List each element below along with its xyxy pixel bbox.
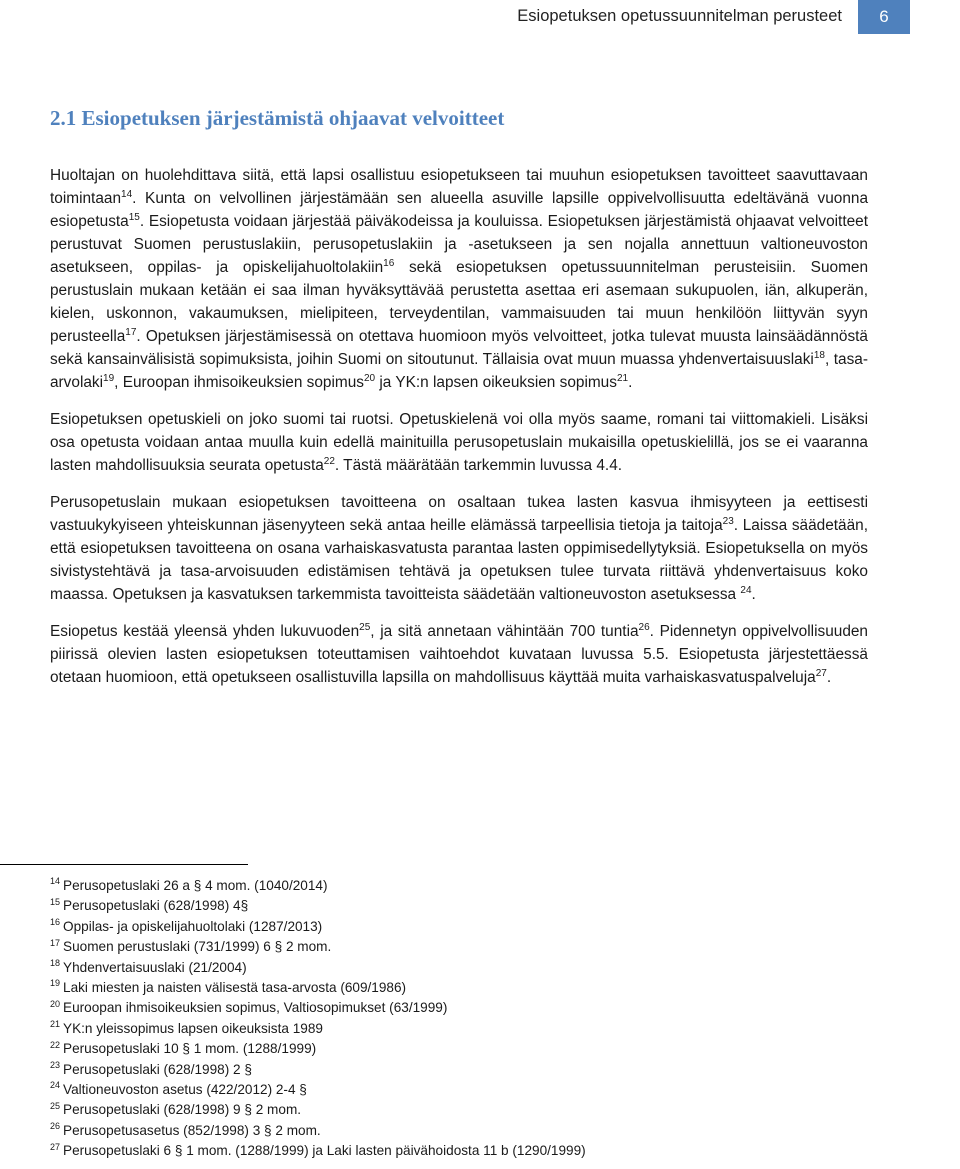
paragraph-text: . Esiopetusta voidaan järjestää päiväkodeissa ja kouluissa. Esiopetuksen järjestämistä ohjaavat velvoitteet perustuvat Suomen perustuslakiin, perusopetuslakiin ja -asetukseen ja sen nojalla annettuun valtioneuvoston asetukseen, oppilas- ja opiskelijahuoltolakiin	[50, 213, 868, 276]
footnote-reference: 22	[323, 455, 335, 467]
footnote-reference: 27	[815, 667, 827, 679]
footnotes-list	[50, 876, 910, 1161]
footnote-number: 15	[50, 896, 61, 907]
footnote-item	[50, 1121, 910, 1141]
footnote-text: Suomen perustuslaki (731/1999) 6 § 2 mom.	[63, 939, 332, 955]
footnote-reference: 23	[722, 515, 734, 527]
footnote-number: 19	[50, 978, 61, 989]
footnote-number: 20	[50, 998, 61, 1009]
footnote-reference: 24	[740, 584, 752, 596]
paragraph-text: sekä esiopetuksen opetussuunnitelman perusteisiin. Suomen perustuslain mukaan ketään ei saa ilman hyväksyttävää perustetta asettaa eri asemaan sukupuolen, iän, alkuperän, kielen, uskonnon, vakaumuksen, mielipiteen, terveydentilan, vammaisuuden tai muun henkilöön liittyvän syyn perusteella	[50, 259, 869, 345]
footnote-number: 27	[50, 1141, 61, 1152]
footnote-number: 21	[50, 1019, 61, 1030]
footnote-item	[50, 1060, 910, 1080]
paragraph-text: .	[628, 374, 633, 391]
paragraph-text: . Kunta on velvollinen järjestämään sen alueella asuville lapsille oppivelvollisuutta edeltävänä vuonna esiopetusta	[50, 190, 868, 230]
paragraph-text: . Opetuksen järjestämisessä on otettava huomioon myös velvoitteet, jotka tulevat muusta lainsäädännöstä sekä kansainvälisistä sopimuksista, joihin Suomi on sitoutunut. Tällaisia ovat muun muassa yhdenvertaisuuslaki	[50, 328, 868, 368]
paragraph-text: . Laissa säädetään, että esiopetuksen tavoitteena on osana varhaiskasvatusta parantaa lasten oppimisedellytyksiä. Esiopetuksella on myös sivistystehtävä ja tasa-arvoisuuden edistämisen tehtävä ja opetuksen tulee turvata riittävä yhdenvertaisuus koko maassa. Opetuksen ja kasvatuksen tarkemmista tavoitteista säädetään valtioneuvoston asetuksessa	[50, 517, 868, 603]
page-number-badge: 6	[858, 0, 910, 34]
paragraph-text: . Pidennetyn oppivelvollisuuden piirissä olevien lasten esiopetuksen toteuttamisen vaihtoehdot kuvataan luvussa 5.5. Esiopetusta järjestettäessä otetaan huomioon, että opetukseen osallistuvilla lapsilla on mahdollisuus käyttää muita varhaiskasvatuspalveluja	[50, 623, 868, 686]
footnote-reference: 20	[363, 372, 376, 384]
footnote-text: Perusopetuslaki (628/1998) 2 §	[63, 1061, 252, 1077]
footnote-item	[50, 896, 910, 916]
footnote-number: 24	[50, 1080, 61, 1091]
footnote-reference: 17	[125, 326, 137, 338]
footnote-text: Valtioneuvoston asetus (422/2012) 2-4 §	[63, 1081, 307, 1097]
footnote-number: 16	[50, 917, 61, 928]
footnote-item	[50, 1039, 910, 1059]
footnote-number: 22	[50, 1039, 61, 1050]
footnote-text: Perusopetuslaki 10 § 1 mom. (1288/1999)	[63, 1041, 317, 1057]
footnote-reference: 15	[128, 211, 140, 223]
footnote-item	[50, 1141, 910, 1161]
footnote-text: Yhdenvertaisuuslaki (21/2004)	[63, 959, 247, 975]
footnote-item	[50, 937, 910, 957]
paragraph-text: .	[751, 586, 756, 603]
footnote-reference: 19	[103, 372, 115, 384]
footnote-text: Euroopan ihmisoikeuksien sopimus, Valtiosopimukset (63/1999)	[63, 1000, 448, 1016]
footnote-reference: 26	[638, 621, 650, 633]
footnote-number: 18	[50, 958, 61, 969]
footnote-text: Perusopetuslaki (628/1998) 4§	[63, 898, 249, 914]
paragraph-text: .	[826, 669, 832, 686]
footnote-item	[50, 978, 910, 998]
footnote-text: Laki miesten ja naisten välisestä tasa-arvosta (609/1986)	[63, 979, 407, 995]
footnote-item	[50, 998, 910, 1018]
footnote-number: 25	[50, 1100, 61, 1111]
footnote-reference: 25	[359, 621, 371, 633]
body-text	[50, 164, 868, 703]
footnote-text: Perusopetuslaki 6 § 1 mom. (1288/1999) ja Laki lasten päivähoidosta 11 b (1290/1999)	[63, 1143, 586, 1159]
footnote-text: Perusopetuslaki 26 a § 4 mom. (1040/2014)	[63, 878, 328, 893]
footnote-reference: 21	[616, 372, 629, 384]
footnote-number: 17	[50, 937, 61, 948]
section-heading: 2.1 Esiopetuksen järjestämistä ohjaavat velvoitteet	[50, 106, 505, 130]
body-paragraph	[50, 620, 868, 689]
footnote-reference: 14	[121, 188, 133, 200]
body-paragraph	[50, 408, 868, 477]
paragraph-text: Huoltajan on huolehdittava siitä, että lapsi osallistuu esiopetukseen tai muuhun esiopetuksen tavoitteet saavuttavaan toimintaan	[50, 167, 868, 207]
footnote-item	[50, 958, 910, 978]
paragraph-text: Esiopetus kestää yleensä yhden lukuvuoden	[50, 623, 360, 640]
paragraph-text: ja YK:n lapsen oikeuksien sopimus	[375, 374, 617, 391]
footnote-item	[50, 917, 910, 937]
footnote-item	[50, 1019, 910, 1039]
paragraph-text: , Euroopan ihmisoikeuksien sopimus	[114, 374, 364, 391]
footnote-item	[50, 876, 910, 896]
paragraph-text: , tasa-arvolaki	[50, 351, 868, 391]
footnote-number: 23	[50, 1059, 61, 1070]
paragraph-text: Perusopetuslain mukaan esiopetuksen tavoitteena on osaltaan tukea lasten kasvua ihmisyyteen ja eettisesti vastuukykyiseen yhteiskunnan jäsenyyteen sekä antaa heille elämässä tarpeellisia tietoja ja taitoja	[50, 494, 868, 534]
paragraph-text: . Tästä määrätään tarkemmin luvussa 4.4.	[334, 457, 623, 474]
footnote-text: Perusopetusasetus (852/1998) 3 § 2 mom.	[63, 1122, 321, 1138]
paragraph-text: , ja sitä annetaan vähintään 700 tuntia	[370, 623, 639, 640]
footnote-item	[50, 1100, 910, 1120]
header-title: Esiopetuksen opetussuunnitelman perusteet	[517, 7, 842, 25]
footnote-separator	[0, 864, 248, 865]
footnote-reference: 18	[813, 349, 825, 361]
footnote-reference: 16	[383, 257, 395, 269]
body-paragraph	[50, 164, 868, 394]
footnote-number: 26	[50, 1121, 61, 1132]
footnote-text: YK:n yleissopimus lapsen oikeuksista 1989	[63, 1020, 323, 1036]
footnote-text: Perusopetuslaki (628/1998) 9 § 2 mom.	[63, 1102, 302, 1118]
footnote-text: Oppilas- ja opiskelijahuoltolaki (1287/2013)	[63, 918, 323, 934]
running-header	[0, 0, 960, 36]
body-paragraph	[50, 491, 868, 606]
paragraph-text: Esiopetuksen opetuskieli on joko suomi tai ruotsi. Opetuskielenä voi olla myös saame, romani tai viittomakieli. Lisäksi osa opetusta voidaan antaa muulla kuin edellä mainituilla perusopetuslain mukaisilla opetuskielillä, jos se ei vaaranna lasten mahdollisuuksia seurata opetusta	[50, 411, 868, 474]
footnote-number: 14	[50, 876, 61, 887]
footnote-item	[50, 1080, 910, 1100]
